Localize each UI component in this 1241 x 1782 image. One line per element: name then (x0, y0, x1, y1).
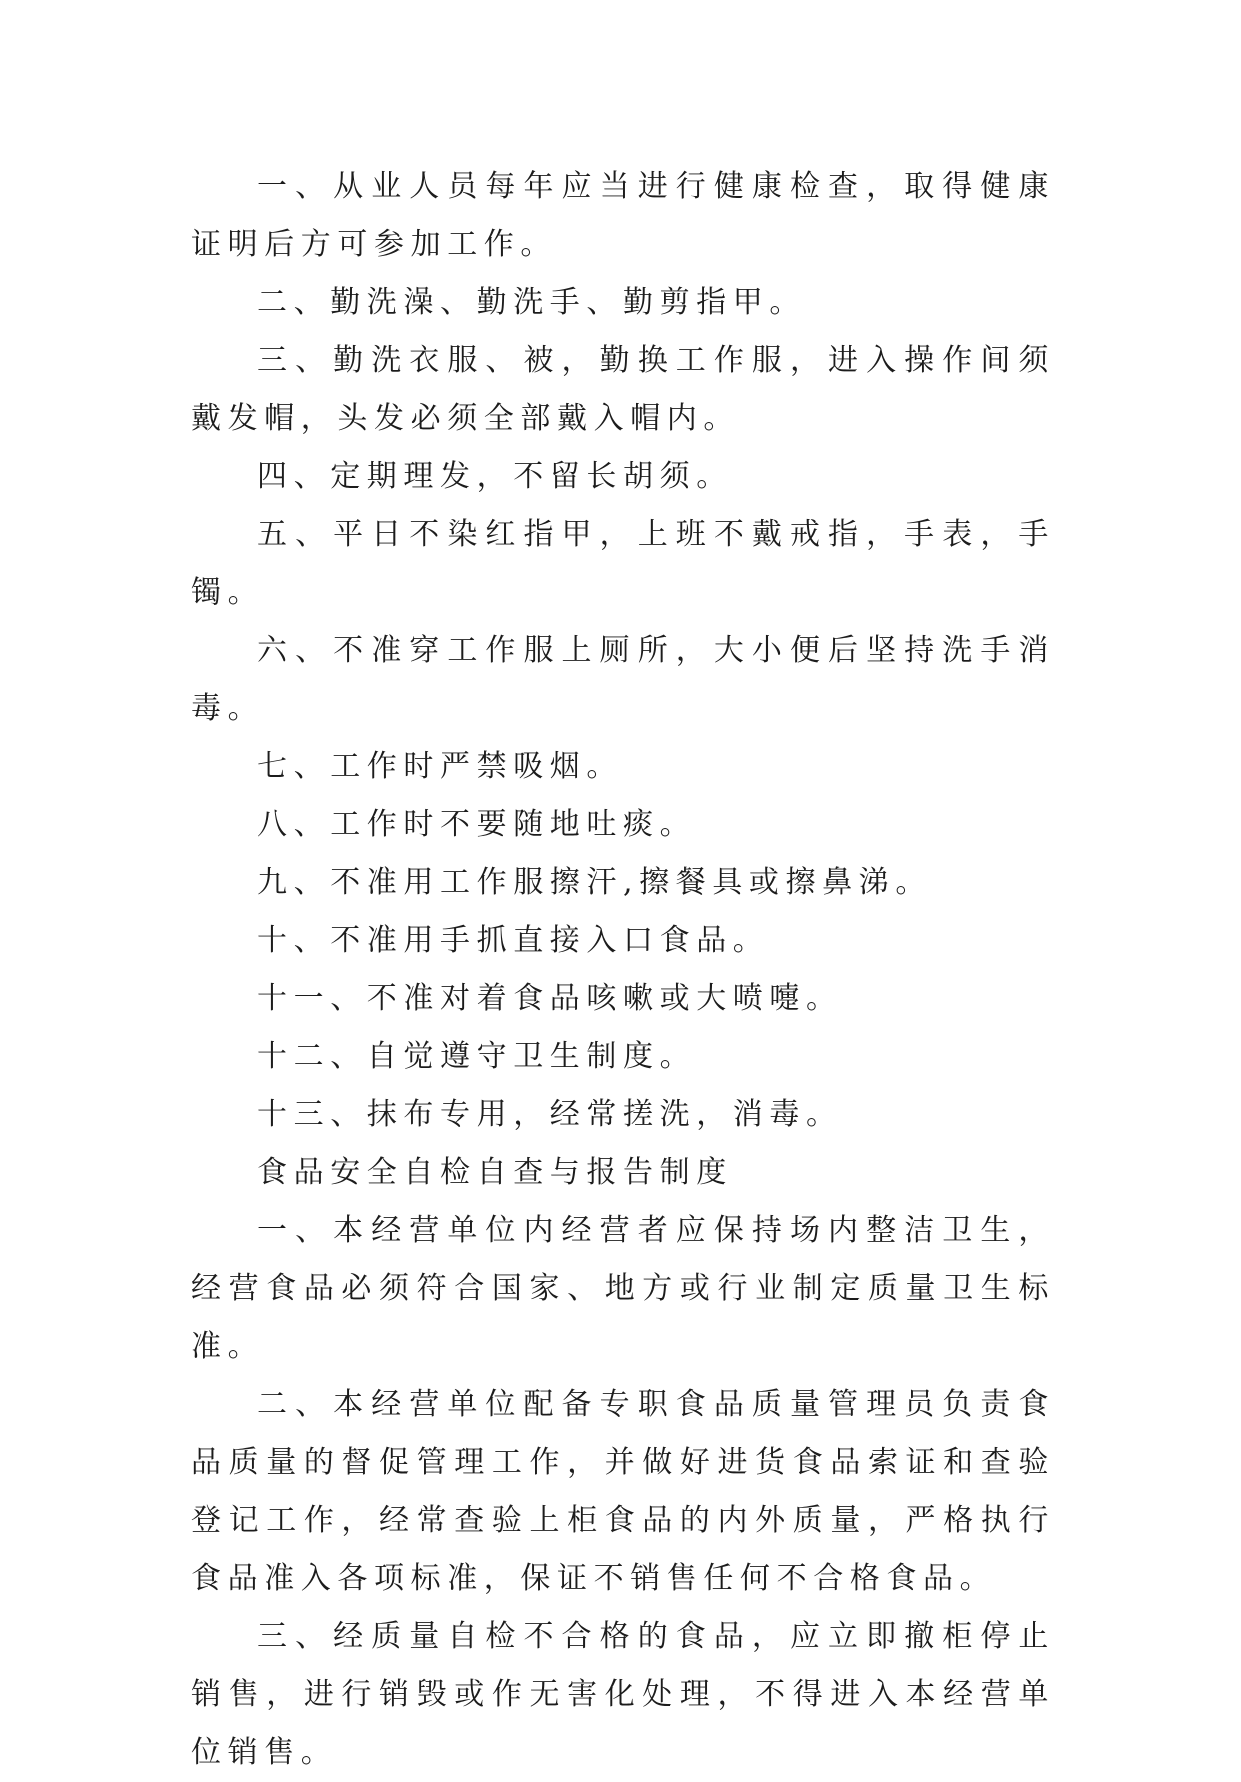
paragraph-unqualified-food: 三、经质量自检不合格的食品，应立即撤柜停止销售，进行销毁或作无害化处理，不得进入本经营单位销售。 (191, 1619, 1055, 1770)
paragraph-premises-clean: 一、本经营单位内经营者应保持场内整洁卫生，经营食品必须符合国家、地方或行业制定质量卫生标准。 (191, 1213, 1055, 1364)
paragraph-no-spitting: 八、工作时不要随地吐痰。 (257, 807, 697, 842)
paragraph-health-check: 一、从业人员每年应当进行健康检查，取得健康证明后方可参加工作。 (191, 169, 1055, 262)
paragraph-wash: 二、勤洗澡、勤洗手、勤剪指甲。 (257, 285, 806, 320)
section-heading: 食品安全自检自查与报告制度 (257, 1155, 733, 1190)
paragraph-toilet: 六、不准穿工作服上厕所，大小便后坚持洗手消毒。 (191, 633, 1055, 726)
paragraph-no-wiping: 九、不准用工作服擦汗,擦餐具或擦鼻涕。 (257, 865, 932, 900)
paragraph-no-coughing: 十一、不准对着食品咳嗽或大喷嚏。 (257, 981, 843, 1016)
paragraph-cloth-use: 十三、抹布专用，经常搓洗，消毒。 (257, 1097, 843, 1132)
paragraph-clothes: 三、勤洗衣服、被，勤换工作服，进入操作间须戴发帽，头发必须全部戴入帽内。 (191, 343, 1055, 436)
paragraph-nails-jewelry: 五、平日不染红指甲，上班不戴戒指，手表，手镯。 (191, 517, 1055, 610)
paragraph-haircut: 四、定期理发，不留长胡须。 (257, 459, 733, 494)
paragraph-quality-manager: 二、本经营单位配备专职食品质量管理员负责食品质量的督促管理工作，并做好进货食品索证和查验登记工作，经常查验上柜食品的内外质量，严格执行食品准入各项标准，保证不销售任何不合格食品。 (191, 1387, 1055, 1596)
paragraph-no-hand-grab: 十、不准用手抓直接入口食品。 (257, 923, 770, 958)
paragraph-no-smoking: 七、工作时严禁吸烟。 (257, 749, 623, 784)
paragraph-hygiene-rules: 十二、自觉遵守卫生制度。 (257, 1039, 697, 1074)
document-body (191, 158, 1055, 1782)
